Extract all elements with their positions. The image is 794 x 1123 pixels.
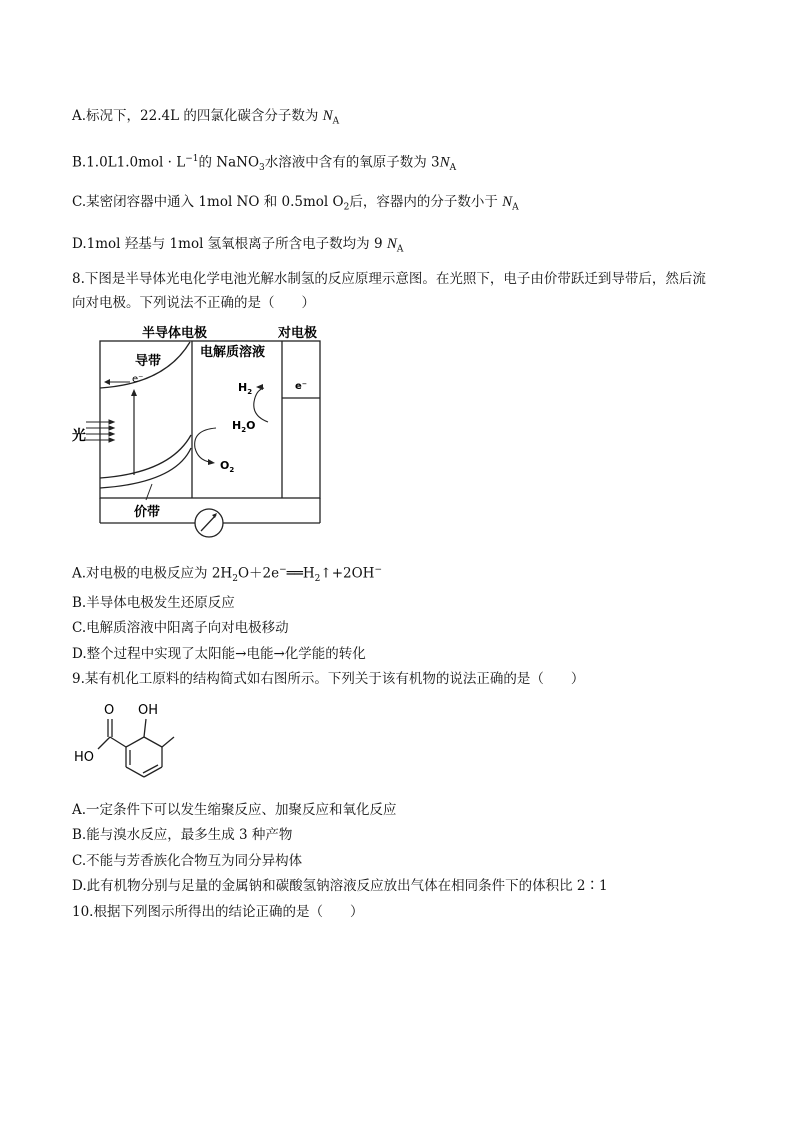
q8-a-sub-1: 2 xyxy=(232,574,238,585)
q7-option-c xyxy=(72,192,519,218)
valence-band-label: 价带 xyxy=(134,505,161,520)
q9-option-d: D.此有机物分别与足量的金属钠和碳酸氢钠溶液反应放出气体在相同条件下的体积比 2∶1 xyxy=(72,878,608,894)
valence-band-lower xyxy=(100,448,191,488)
hydroxyl-label: OH xyxy=(138,703,159,718)
counter-electron-label: e⁻ xyxy=(295,381,308,392)
q7-option-a xyxy=(72,106,339,132)
avogadro-symbol: N xyxy=(502,194,513,210)
avogadro-subscript: A xyxy=(449,163,457,174)
q9-option-a: A.一定条件下可以发生缩聚反应、加聚反应和氧化反应 xyxy=(72,802,397,818)
avogadro-symbol: N xyxy=(386,236,397,252)
q9-option-c: C.不能与芳香族化合物互为同分异构体 xyxy=(72,853,303,869)
q10-stem: 10.根据下列图示所得出的结论正确的是（ ） xyxy=(72,904,364,920)
conduction-band-label: 导带 xyxy=(135,354,162,369)
q7-b-text-3: 水溶液中含有的氧原子数为 3 xyxy=(264,154,440,171)
q7-option-d xyxy=(72,234,403,260)
q8-option-c: C.电解质溶液中阳离子向对电极移动 xyxy=(72,620,289,636)
water-label: $H_2O$ xyxy=(232,419,256,434)
oxygen-label: $O_2$ xyxy=(220,459,235,474)
valence-band-upper xyxy=(100,435,191,478)
photoelectrochemical-cell-diagram xyxy=(70,318,340,548)
semiconductor-electrode-label: 半导体电极 xyxy=(142,326,208,341)
hydrogen-label: $H_2$ xyxy=(238,381,253,396)
q8-option-d: D.整个过程中实现了太阳能→电能→化学能的转化 xyxy=(72,646,366,662)
organic-structure-diagram xyxy=(70,697,190,792)
q8-stem-line-1: 8.下图是半导体光电化学电池光解水制氢的反应原理示意图。在光照下，电子由价带跃迁到导带后，然后流 xyxy=(72,271,706,287)
avogadro-subscript: A xyxy=(332,116,340,127)
q9-option-b: B.能与溴水反应，最多生成 3 种产物 xyxy=(72,827,293,843)
avogadro-symbol: N xyxy=(322,108,333,124)
hydrogen-arrowhead xyxy=(256,384,263,390)
q8-a-text-4: ↑+2OH xyxy=(320,565,375,582)
q7-c-text-1: C.某密闭容器中通入 1mol NO 和 0.5mol O xyxy=(72,194,344,210)
avogadro-subscript: A xyxy=(396,244,404,255)
q7-a-text: A.标况下，22.4L 的四氯化碳含分子数为 xyxy=(72,108,323,124)
carbonyl-oxygen-label: O xyxy=(104,703,115,718)
q8-a-sup-1: − xyxy=(279,565,287,575)
q8-a-text-3: ══H xyxy=(286,565,315,582)
carboxyl-hydroxyl-label: HO xyxy=(74,750,95,765)
hydrogen-evolution-arrow xyxy=(254,388,268,422)
q7-b-subscript: 3 xyxy=(259,163,265,174)
oxygen-evolution-arrow xyxy=(195,428,216,462)
q7-b-text-2: 的 NaNO xyxy=(198,154,260,171)
oxygen-arrowhead xyxy=(208,459,215,465)
avogadro-subscript: A xyxy=(512,202,519,213)
q7-c-subscript: 2 xyxy=(343,202,350,213)
q7-b-text-1: B.1.0L1.0mol · L xyxy=(72,154,186,171)
counter-electrode-label: 对电极 xyxy=(278,326,318,341)
electrolyte-label: 电解质溶液 xyxy=(200,345,266,360)
q9-stem: 9.某有机化工原料的结构简式如右图所示。下列关于该有机物的说法正确的是（ ） xyxy=(72,671,585,687)
excitation-arrowhead xyxy=(131,389,137,396)
q8-option-b: B.半导体电极发生还原反应 xyxy=(72,595,235,611)
ring-bonds xyxy=(98,719,174,777)
q8-a-text-1: A.对电极的电极反应为 2H xyxy=(72,565,233,582)
q8-a-sub-2: 2 xyxy=(314,574,321,585)
light-label: 光 xyxy=(72,428,86,444)
electron-flow-arrowhead xyxy=(104,379,110,385)
avogadro-symbol: N xyxy=(439,154,450,171)
q8-a-text-2: O＋2e xyxy=(237,565,280,582)
cell-frame xyxy=(100,341,320,498)
q7-option-b xyxy=(72,149,456,178)
q7-c-text-2: 后，容器内的分子数小于 xyxy=(349,194,503,210)
q8-option-a xyxy=(72,560,382,589)
q7-b-superscript: −1 xyxy=(185,154,199,164)
q8-stem-line-2: 向对电极。下列说法不正确的是（ ） xyxy=(72,295,315,311)
q8-a-sup-2: − xyxy=(374,565,383,575)
electron-label: e⁻ xyxy=(132,374,144,385)
q7-d-text: D.1mol 羟基与 1mol 氢氧根离子所含电子数均为 9 xyxy=(72,236,387,252)
